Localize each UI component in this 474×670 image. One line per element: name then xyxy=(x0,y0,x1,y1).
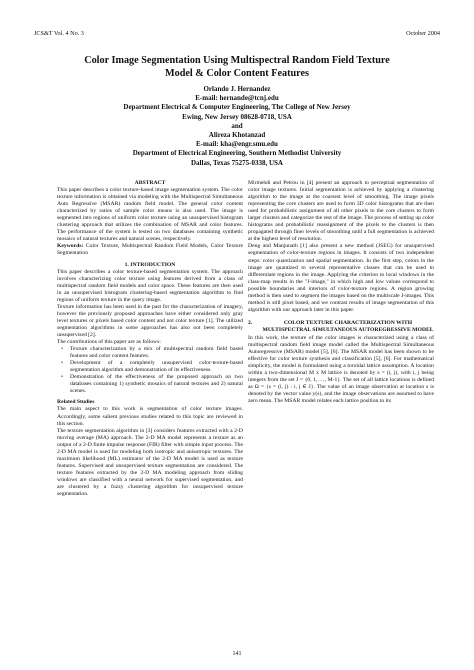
author-conjunction: and xyxy=(231,121,243,130)
paper-title xyxy=(20,54,454,80)
intro-paragraph-1: This paper describes a color texture-based segmentation system. The approach involves characterizing color texture using features derived from a class of multispectral random field models and color space. These features are then used in an unsupervised histogram clustering-based segmentation algorithm to find regions of uniform texture in the query image. xyxy=(57,268,243,303)
abstract-heading: ABSTRACT xyxy=(134,180,166,186)
section-2-paragraph-1: In this work, the texture of the color images is characterized using a class of multispectral random field image model called the Multispectral Simultaneous Autoregressive (MSAR) model [5], [6]. The MSAR model has been shown to be effective for color texture synthesis and classification [5], [6]. For mathematical simplicity, the model is formulated using a toroidal lattice assumption. A location within a two-dimensional M x M lattice is denoted by s = (i, j), with i, j being integers from the set J = {0, 1, …, M-1}. The set of all lattice locations is defined as Ω = {s = (i, j) : i, j ∈ J}. The value of an image observation at location s is denoted by the vector value y(s), and the image observations are assumed to have zero mean. The MSAR model relates each lattice position to its xyxy=(248,334,434,405)
journal-volume: JCS&T Vol. 4 No. 3 xyxy=(34,30,84,37)
author-block xyxy=(20,85,454,168)
keywords-label: Keywords: xyxy=(57,243,84,250)
keywords xyxy=(57,243,243,257)
author-address-2: Dallas, Texas 75275-0338, USA xyxy=(191,158,283,167)
list-item: • Texture characterization by a mix of multispectral random field based features and color content features. xyxy=(70,346,243,360)
intro-paragraph-3: The contributions of this paper are as follows: xyxy=(57,339,161,346)
related-paragraph-4: Deng and Manjunath [1] also present a new method (JSEG) for unsupervised segmentation of color-texture regions in images. It consists of two independent steps: color quantization and spatial segmentation. In the first step, colors in the image are quantized to several representative classes that can be used to differentiate regions in the image. Applying the criterion to local windows in the class-map results in the "J-image," in which high and low values correspond to possible boundaries and interiors of color-texture regions. A region growing method is then used to segment the images based on the multiscale J-images. This method is still pixel based, and we contrast results of image segmentation of this algorithm with our approach later in this paper. xyxy=(248,243,434,313)
issue-date: October 2004 xyxy=(406,30,440,37)
title-line-2: Model & Color Content Features xyxy=(165,68,309,79)
running-head xyxy=(34,30,440,40)
abstract-text: This paper describes a color texture-based image segmentation system. The color texture information is obtained via modeling with the Multispectral Simultaneous Auto Regressive (MSAR) random field model. The general color content characterized by ratios of sample color means is also used. The image is segmented into regions of uniform color texture using an unsupervised histogram clustering approach that utilizes the combination of MSAR and color features. The performance of the system is tested on two databases containing synthetic mosaics of natural textures and natural scenes, respectively. xyxy=(57,187,243,243)
author-email-1: E-mail: hernande@tcnj.edu xyxy=(195,94,279,103)
related-paragraph-3: Mirmehdi and Petrou in [4] present an approach to perceptual segmentation of color image textures. Initial segmentation is achieved by applying a clustering algorithm to the image at the coarsest level of smoothing. The image pixels representing the core clusters are used to form 3D color histograms that are then used for probabilistic assignment of all other pixels to the core clusters to form larger clusters and categorize the rest of the image. The process of setting up color histograms and probabilistic reassignment of the pixels to the clusters is then propagated through finer levels of smoothing until a full segmentation is achieved at the highest level of resolution. xyxy=(248,180,434,243)
section-2-heading xyxy=(248,320,434,334)
author-name-1: Orlando J. Hernandez xyxy=(203,85,271,93)
related-paragraph-2: The texture segmentation algorithm in [3] considers features extracted with a 2-D moving average (MA) approach. The 2-D MA model represents a texture as an output of a 2-D finite impulse response (FIR) filter with simple input process. The 2-D MA model is used for modeling both isotropic and anisotropic textures. The maximum likelihood (ML) estimator of the 2-D MA model is used as texture features. Supervised and unsupervised texture segmentation are considered. The texture features extracted by the 2-D MA modeling approach from sliding windows are classified with a neural network for supervised segmentation, and are clustered by a fuzzy clustering algorithm for unsupervised texture segmentation. xyxy=(57,427,243,498)
author-name-2: Alireza Khotanzad xyxy=(208,131,266,140)
intro-paragraph-2: Texture information has been used in the past for the characterization of imagery, however the previously proposed approaches have either considered only gray level textures or pixels based color content and not color texture [1]. The utilized segmentation algorithms in some approaches has also not been completely unsupervised [2]. xyxy=(57,303,243,338)
related-paragraph-1: The main aspect to this work is segmentation of color texture images. Accordingly, some salient previous studies related to this topic are reviewed in this section. xyxy=(57,406,243,427)
page-number: 141 xyxy=(232,651,242,657)
related-studies-heading: Related Studies xyxy=(57,399,95,406)
author-affiliation-1: Department Electrical & Computer Engineering, The College of New Jersey xyxy=(123,103,351,112)
author-address-1: Ewing, New Jersey 08628-0718, USA xyxy=(182,112,292,121)
right-column xyxy=(248,180,434,405)
left-column xyxy=(57,180,243,498)
keywords-text: Color Texture, Multispectral Random Field Models, Color Texture Segmentation xyxy=(57,243,243,257)
introduction-heading: 1. INTRODUCTION xyxy=(124,261,176,268)
section-number: 2. xyxy=(248,319,253,326)
author-email-2: E-mail: kha@engr.smu.edu xyxy=(196,140,278,149)
section-title: COLOR TEXTURE CHARACTERIZATION WITH MULTISPECTRAL SIMULTANEOUS AUTOREGRESSIVE MODEL xyxy=(262,319,434,333)
author-affiliation-2: Department of Electrical Engineering, Southern Methodist University xyxy=(132,149,342,158)
title-line-1: Color Image Segmentation Using Multispectral Random Field Texture xyxy=(84,55,390,66)
list-item: • Development of a completely unsupervised color-texture-based segmentation algorithm and demonstration of its effectiveness. xyxy=(70,360,243,374)
contributions-list xyxy=(57,346,243,395)
list-item: • Demonstration of the effectiveness of the proposed approach on two databases containing 1) synthetic mosaics of natural textures and 2) natural scenes. xyxy=(70,374,243,395)
